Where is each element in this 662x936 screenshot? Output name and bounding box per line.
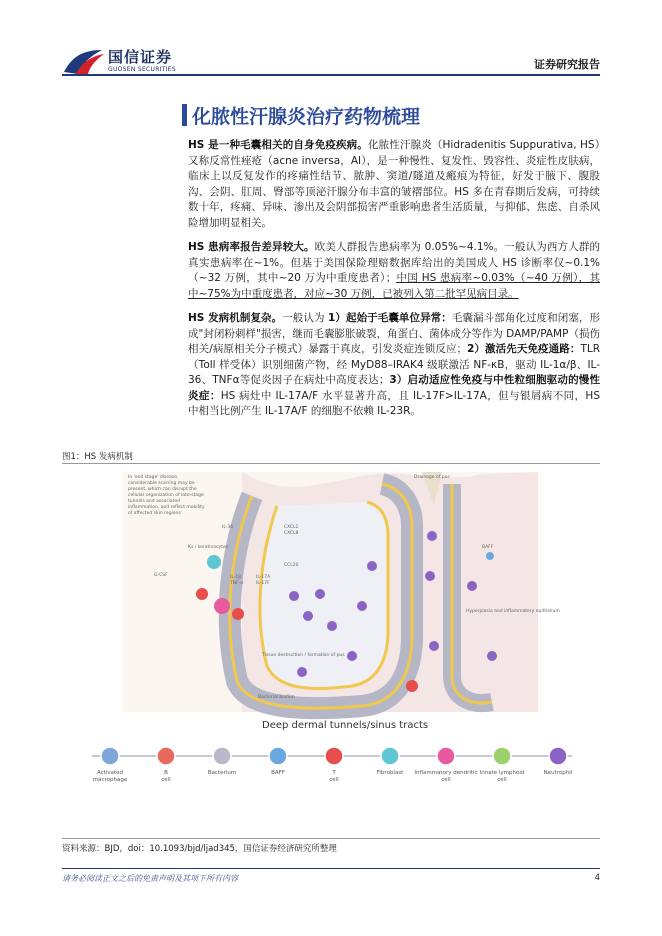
end-stage-note: In 'end stage' disease, considerable scarring may be present, which can disrupt the cellular organization of late-stage tunnels and associated inflammation, and reflect mobility of affected skin regions: [128, 475, 205, 516]
paragraph-text: 化脓性汗腺炎（Hidradenitis Suppurativa, HS）又称反常性痤疮（acne inversa，AI），是一种慢性、复发性、毁容性、炎症性皮肤病，临床上以反复发作的疼痛性结节、脓肿、窦道/隧道及瘢痕为特征，好发于腋下、腹股沟、会阴、肛周、臀部等顶泌汗腺分布丰富的皱褶部位。HS 多在青春期后发病，可持续数十年，疼痛、异味、渗出及会阴部损害严重影响患者生活质量，与抑郁、焦虑、自杀风险增加明显相关。: [188, 139, 600, 229]
legend-label-4: T cell: [329, 770, 339, 783]
label-drainage: Drainage of pus: [414, 475, 450, 480]
paragraph-lead: HS 发病机制复杂。: [188, 312, 283, 324]
legend-label-3: BAFF: [271, 770, 285, 776]
legend-swatch-2: [213, 747, 231, 765]
label-keratinocytes: Ks / keratinocytes: [188, 545, 229, 550]
legend-swatch-0: [101, 747, 119, 765]
cell-legend: [93, 747, 573, 783]
footer-divider: [62, 868, 600, 869]
figure-top-rule: [62, 463, 600, 464]
legend-label-0: Activated macrophage: [92, 770, 128, 783]
paragraph-text: HS 病灶中 IL-17A/F 水平显著升高，且 IL-17F>IL-17A，但与银屑病不同，HS 中相当比例产生 IL-17A/F 的细胞不依赖 IL-23R。: [188, 389, 600, 417]
paragraph-mechanism: [188, 311, 600, 420]
paragraph-text: TLR（Toll 样受体）识别细菌产物，经 MyD88–IRAK4 级联激活 NF-κB，驱动 IL-1α/β、IL-36、TNFα等促炎因子在病灶中高度表达；: [188, 343, 600, 386]
label-bacterial-biofilm: Bacterial biofilm: [258, 695, 295, 700]
figure-source: 资料来源：BJD，doi：10.1093/bjd/ljad345，国信证券经济研究所整理: [62, 844, 337, 854]
mechanism-step-3: 3）启动适应性免疫与中性粒细胞驱动的慢性炎症：: [188, 374, 600, 402]
legend-swatch-7: [493, 747, 511, 765]
paragraph-text: 一般认为: [282, 312, 328, 324]
label-il17f: IL-17F: [256, 581, 270, 586]
paragraph-definition: [188, 138, 600, 231]
label-hyperplasia: Hyperplasia and inflammatory epithelium: [466, 609, 560, 614]
section-title: 化脓性汗腺炎治疗药物梳理: [192, 106, 421, 128]
dendritic-cell: [214, 598, 230, 614]
label-gcsf: G-CSF: [154, 573, 168, 578]
fibroblast-cell: [207, 555, 221, 569]
title-accent-bar: [182, 104, 187, 126]
legend-swatch-3: [269, 747, 287, 765]
label-tnf: TNF-α: [230, 581, 244, 586]
legend-swatch-5: [381, 747, 399, 765]
logo-name-en: GUOSEN SECURITIES: [108, 66, 177, 73]
legend-label-1: B cell: [161, 770, 171, 783]
label-il1b: IL-1β: [230, 575, 242, 580]
logo-mark-icon: [62, 46, 106, 76]
report-type: 证券研究报告: [534, 58, 600, 71]
label-il17a: IL-17A: [256, 575, 271, 580]
legend-swatch-4: [325, 747, 343, 765]
logo-name-cn: 国信证券: [108, 48, 173, 66]
label-cxcl1: CXCL1: [284, 525, 299, 530]
paragraph-underlined-text: 中国 HS 患病率~0.03%（~40 万例），其中~75%为中重度患者，对应~30 万例，已被列入第二批罕见病目录。: [188, 272, 600, 300]
paragraph-text: 欧美人群报告患病率为 0.05%~4.1%。一般认为西方人群的真实患病率在~1%。但基于美国保险理赔数据库给出的美国成人 HS 诊断率仅~0.1%（~32 万例，其中~20 万为中重度患者）；: [188, 241, 600, 284]
hs-pathogenesis-figure: [62, 466, 600, 838]
legend-label-2: Bacterium: [207, 770, 237, 776]
mechanism-step-2: 2）激活先天免疫通路：: [467, 343, 581, 355]
paragraph-lead: HS 患病率报告差异较大。: [188, 241, 315, 253]
source-rule: [62, 838, 600, 839]
mechanism-step-1: 1）起始于毛囊单位异常：: [328, 312, 452, 324]
legend-label-8: Neutrophil: [543, 770, 573, 776]
legend-label-5: Fibroblast: [376, 770, 404, 776]
label-baff: BAFF: [482, 545, 494, 550]
label-tissue-destruction: Tissue destruction / formation of pus: [262, 653, 345, 658]
label-il36: IL-36: [222, 525, 234, 530]
pathogenesis-diagram: [62, 466, 600, 838]
header-divider: [62, 74, 600, 76]
label-cxcl8: CXCL8: [284, 531, 299, 536]
paragraph-prevalence: [188, 240, 600, 302]
label-ccl20: CCL20: [284, 563, 299, 568]
legend-swatch-8: [549, 747, 567, 765]
paragraph-text: 毛囊漏斗部角化过度和闭塞，形成"封闭粉刺样"损害，继而毛囊膨胀破裂，角蛋白、菌体成分等作为 DAMP/PAMP（损伤相关/病原相关分子模式）暴露于真皮，引发炎症连锁反应；: [188, 312, 600, 355]
diagram-title: Deep dermal tunnels/sinus tracts: [262, 720, 429, 731]
paragraph-lead: HS 是一种毛囊相关的自身免疫疾病。: [188, 139, 368, 151]
baff-cells: [486, 552, 494, 560]
legend-swatch-6: [437, 747, 455, 765]
figure-caption: 图1：HS 发病机制: [62, 452, 133, 462]
page-number: 4: [594, 873, 600, 883]
legend-swatch-1: [157, 747, 175, 765]
disclaimer: 请务必阅读正文之后的免责声明及其项下所有内容: [62, 874, 238, 883]
legend-label-7: Innate lymphoid cell: [479, 770, 525, 783]
legend-label-6: Inflammatory dendritic cell: [414, 770, 478, 783]
